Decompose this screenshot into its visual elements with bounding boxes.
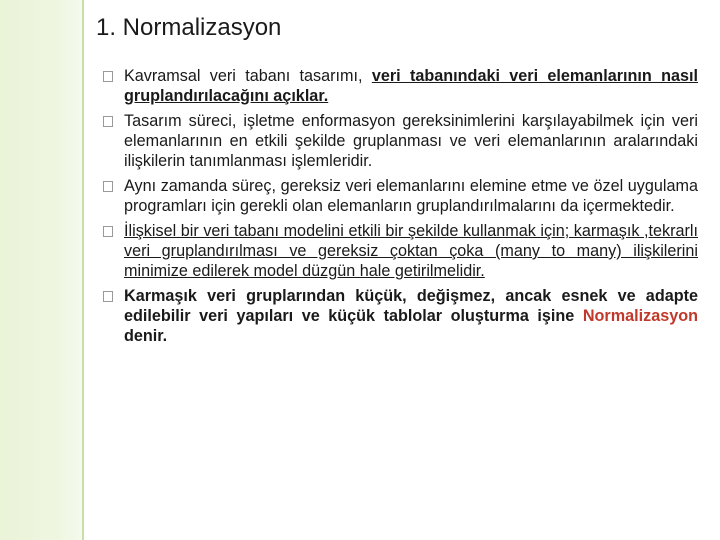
item-5-text: Karmaşık veri gruplarından küçük, değişmez, ancak esnek ve adapte edilebilir veri yapıları ve küçük tablolar oluşturma işine bbox=[124, 287, 698, 325]
normalizasyon-highlight: Normalizasyon bbox=[582, 307, 698, 325]
bullet-icon bbox=[103, 291, 113, 302]
bullet-icon bbox=[103, 71, 113, 82]
item-2-text: Tasarım süreci, işletme enformasyon gereksinimlerini karşılayabilmek için veri elemanlarının en etkili şekilde gruplanması ve veri elemanlarının aralarındaki ilişkilerin tanımlanması işlemleridir. bbox=[124, 112, 698, 170]
item-5-end: denir. bbox=[124, 327, 168, 345]
bullet-icon bbox=[103, 116, 113, 127]
decorative-side-bar bbox=[0, 0, 82, 540]
bullet-item-5 bbox=[103, 286, 698, 346]
bullet-item-2 bbox=[103, 111, 698, 171]
decorative-divider bbox=[82, 0, 84, 540]
bullet-item-4 bbox=[103, 221, 698, 281]
bullet-list bbox=[103, 66, 698, 351]
bullet-icon bbox=[103, 226, 113, 237]
item-1-underlined-text: veri tabanındaki veri elemanlarının nasıl gruplandırılacağını açıklar. bbox=[124, 67, 698, 105]
item-4-underlined-text: İlişkisel bir veri tabanı modelini etkili bir şekilde kullanmak için; karmaşık ,tekrarlı veri gruplandırılması ve gereksiz çoktan çoka (many to many) ilişkilerini minimize edilerek model düzgün hale getirilmelidir. bbox=[124, 222, 698, 280]
slide-title: 1. Normalizasyon bbox=[96, 14, 282, 41]
bullet-icon bbox=[103, 181, 113, 192]
item-3-text: Aynı zamanda süreç, gereksiz veri elemanlarını elemine etme ve özel uygulama programları için gerekli olan elemanların gruplandırılmalarını da içermektedir. bbox=[124, 177, 698, 215]
bullet-item-3 bbox=[103, 176, 698, 216]
bullet-item-1 bbox=[103, 66, 698, 106]
item-1-text: Kavramsal veri tabanı tasarımı, bbox=[124, 67, 372, 85]
